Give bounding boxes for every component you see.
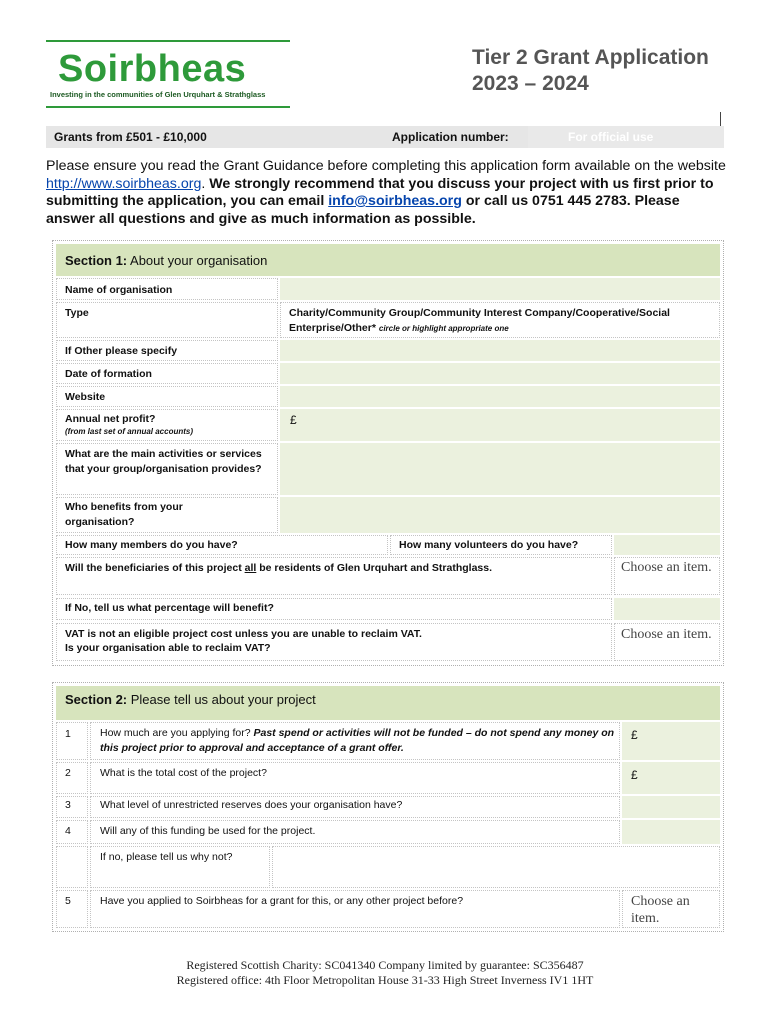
q1-currency: £ [631,728,638,742]
q4b-answer-field[interactable] [272,846,720,888]
q4-answer-field[interactable] [622,820,720,844]
annual-profit-hint: (from last set of annual accounts) [65,427,194,436]
q4-number: 4 [65,825,71,837]
official-use-text: For official use [568,130,654,144]
q2-number-cell [56,762,88,794]
percentage-label: If No, tell us what percentage will benefit? [65,602,274,614]
type-label: Type [65,307,89,319]
grants-range: Grants from £501 - £10,000 [54,130,207,144]
name-of-org-field[interactable] [280,278,720,300]
q5-number-cell [56,890,88,928]
q4b-number-cell [56,846,88,888]
row-type-label-cell [56,302,278,338]
if-other-label: If Other please specify [65,345,178,357]
type-hint: circle or highlight appropriate one [378,323,509,333]
intro-recommend: We strongly recommend that you discuss your project with us first prior to submitting the application, you can email [46,175,714,209]
q1-number: 1 [65,728,71,740]
intro-contact: or call us 0751 445 2783. Please answer all questions and give as much information as possible. [46,193,680,227]
footer-charity: Registered Scottish Charity: SC041340 Company limited by guarantee: SC356487 [186,958,584,972]
intro-paragraph [46,158,726,228]
type-options[interactable]: Charity/Community Group/Community Interest Company/Cooperative/Social Enterprise/Other* circle or highlight appropriate one [289,307,670,334]
q4-question: Will any of this funding be used for the project. [100,825,316,837]
logo: Soirbheas [58,48,247,90]
q2-number: 2 [65,767,71,779]
logo-tagline: Investing in the communities of Glen Urquhart & Strathglass [50,90,266,99]
q5-number: 5 [65,895,71,907]
logo-rule-top [46,40,290,42]
q4b-question: If no, please tell us why not? [100,851,233,863]
vat-line2: Is your organisation able to reclaim VAT? [65,642,271,654]
annual-profit-label: Annual net profit? [65,413,156,425]
who-benefits-label: Who benefits from your organisation? [65,501,183,528]
annual-profit-field[interactable] [280,409,720,441]
name-of-org-label: Name of organisation [65,284,173,296]
if-other-field[interactable] [280,340,720,361]
volunteers-label: How many volunteers do you have? [399,539,579,551]
main-activities-label: What are the main activities or services that your group/organisation provides? [65,448,262,475]
q1-question: How much are you applying for? Past spend or activities will not be funded – do not spend any money on this project prior to approval and acceptance of a grant offer. [100,727,615,754]
q3-question: What level of unrestricted reserves does your organisation have? [100,799,403,811]
application-number-label: Application number: [392,130,509,144]
website-label: Website [65,391,106,403]
intro-sep: . [201,175,210,192]
q3-reserves-field[interactable] [622,796,720,818]
logo-rule-bottom [46,106,290,108]
annual-profit-currency: £ [290,413,297,427]
main-activities-field[interactable] [280,443,720,495]
section1-title: Section 1: About your organisation [65,253,268,268]
intro-text: Please ensure you read the Grant Guidance before completing this application form available on the website [46,158,726,174]
q2-currency: £ [631,768,638,782]
date-of-formation-field[interactable] [280,363,720,384]
who-benefits-field[interactable] [280,497,720,533]
q5-question: Have you applied to Soirbheas for a grant for this, or any other project before? [100,895,464,907]
form-title: Tier 2 Grant Application [472,46,709,69]
volunteers-field[interactable] [614,535,720,555]
section2-title: Section 2: Please tell us about your project [65,692,316,707]
q3-number: 3 [65,799,71,811]
email-link[interactable]: info@soirbheas.org [328,193,462,209]
q3-number-cell [56,796,88,818]
footer-address: Registered office: 4th Floor Metropolitan House 31-33 High Street Inverness IV1 1HT [176,973,594,987]
residents-dropdown[interactable]: Choose an item. [621,560,712,575]
vat-dropdown[interactable]: Choose an item. [621,627,712,642]
website-field[interactable] [280,386,720,407]
q4-number-cell [56,820,88,844]
form-year: 2023 – 2024 [472,72,589,95]
q2-question: What is the total cost of the project? [100,767,267,779]
q1-number-cell [56,722,88,760]
percentage-field[interactable] [614,598,720,620]
text-cursor [720,112,721,126]
residents-question: Will the beneficiaries of this project all be residents of Glen Urquhart and Strathglass. [65,562,493,574]
vat-line1: VAT is not an eligible project cost unless you are unable to reclaim VAT. [65,628,422,640]
members-label: How many members do you have? [65,539,238,551]
q5-dropdown[interactable]: Choose an item. [631,894,690,926]
date-of-formation-label: Date of formation [65,368,152,380]
website-link[interactable]: http://www.soirbheas.org [46,175,202,192]
